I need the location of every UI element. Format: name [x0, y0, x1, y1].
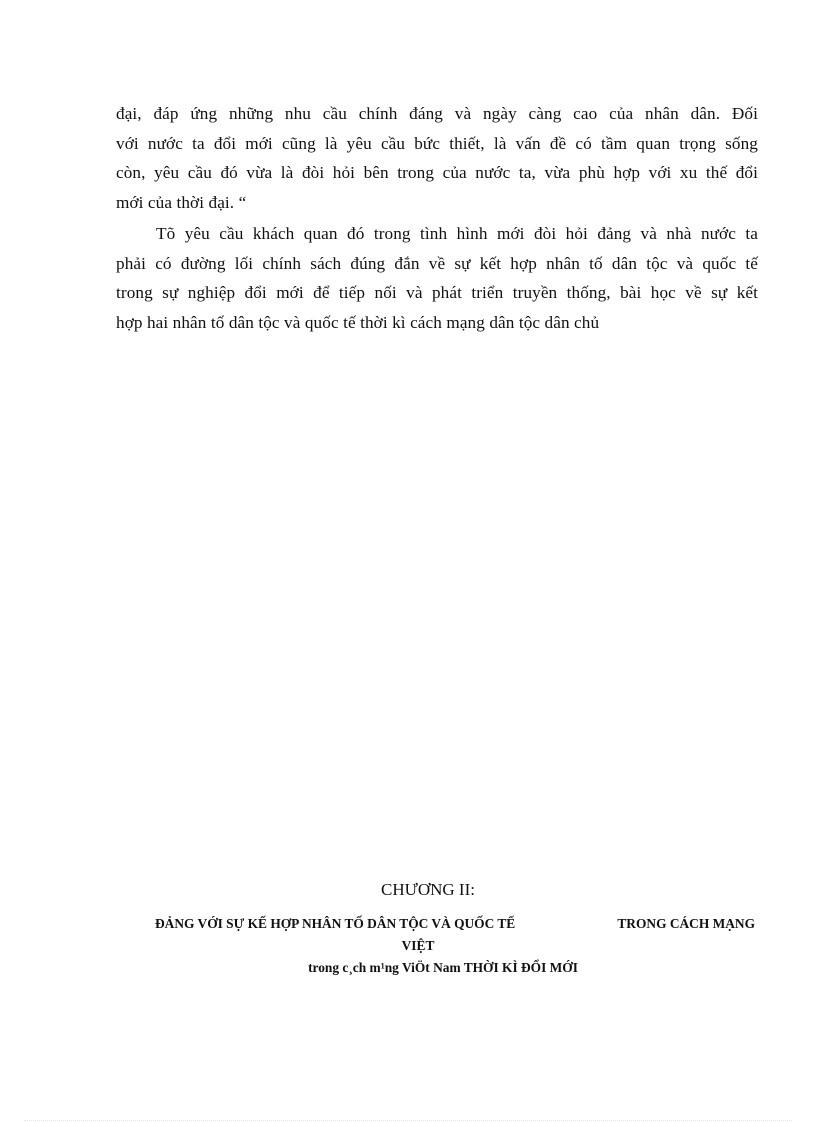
paragraph-1 [116, 99, 758, 217]
chapter-title-left: ĐẢNG VỚI SỰ KẾ HỢP NHÂN TỐ DÂN TỘC VÀ QUỐC TẾ [155, 916, 516, 931]
paragraph-line: hợp hai nhân tố dân tộc và quốc tế thời kì cách mạng dân tộc dân chủ [116, 312, 600, 332]
chapter-title [155, 916, 755, 932]
paragraph-line: đại, đáp ứng những nhu cầu chính đáng và ngày càng cao của nhân dân. Đối [116, 104, 758, 123]
chapter-heading: CHƯƠNG II: [381, 880, 475, 899]
paragraph-line: mới của thời đại. “ [116, 192, 247, 212]
paragraph-line: phải có đường lối chính sách đúng đắn về sự kết hợp nhân tố dân tộc và quốc tế [116, 253, 758, 273]
paragraph-2 [116, 219, 758, 337]
paragraph-line: với nước ta đổi mới cũng là yêu cầu bức thiết, là vấn đề có tầm quan trọng sống [116, 133, 758, 153]
chapter-title-line2: VIỆT [401, 938, 435, 953]
paragraph-line: còn, yêu cầu đó vừa là đòi hỏi bên trong của nước ta, vừa phù hợp với xu thế đổi [116, 163, 758, 182]
chapter-subtitle: trong c¸ch m¹ng ViÖt Nam THỜI KÌ ĐỔI MỚI [308, 960, 578, 975]
paragraph-line: Tõ yêu cầu khách quan đó trong tình hình mới đòi hỏi đảng và nhà nước ta [156, 224, 758, 243]
chapter-title-right: TRONG CÁCH MẠNG [617, 916, 755, 931]
paragraph-line: trong sự nghiệp đổi mới để tiếp nối và phát triển truyền thống, bài học về sự kết [116, 283, 758, 302]
page-bottom-divider [24, 1120, 792, 1121]
